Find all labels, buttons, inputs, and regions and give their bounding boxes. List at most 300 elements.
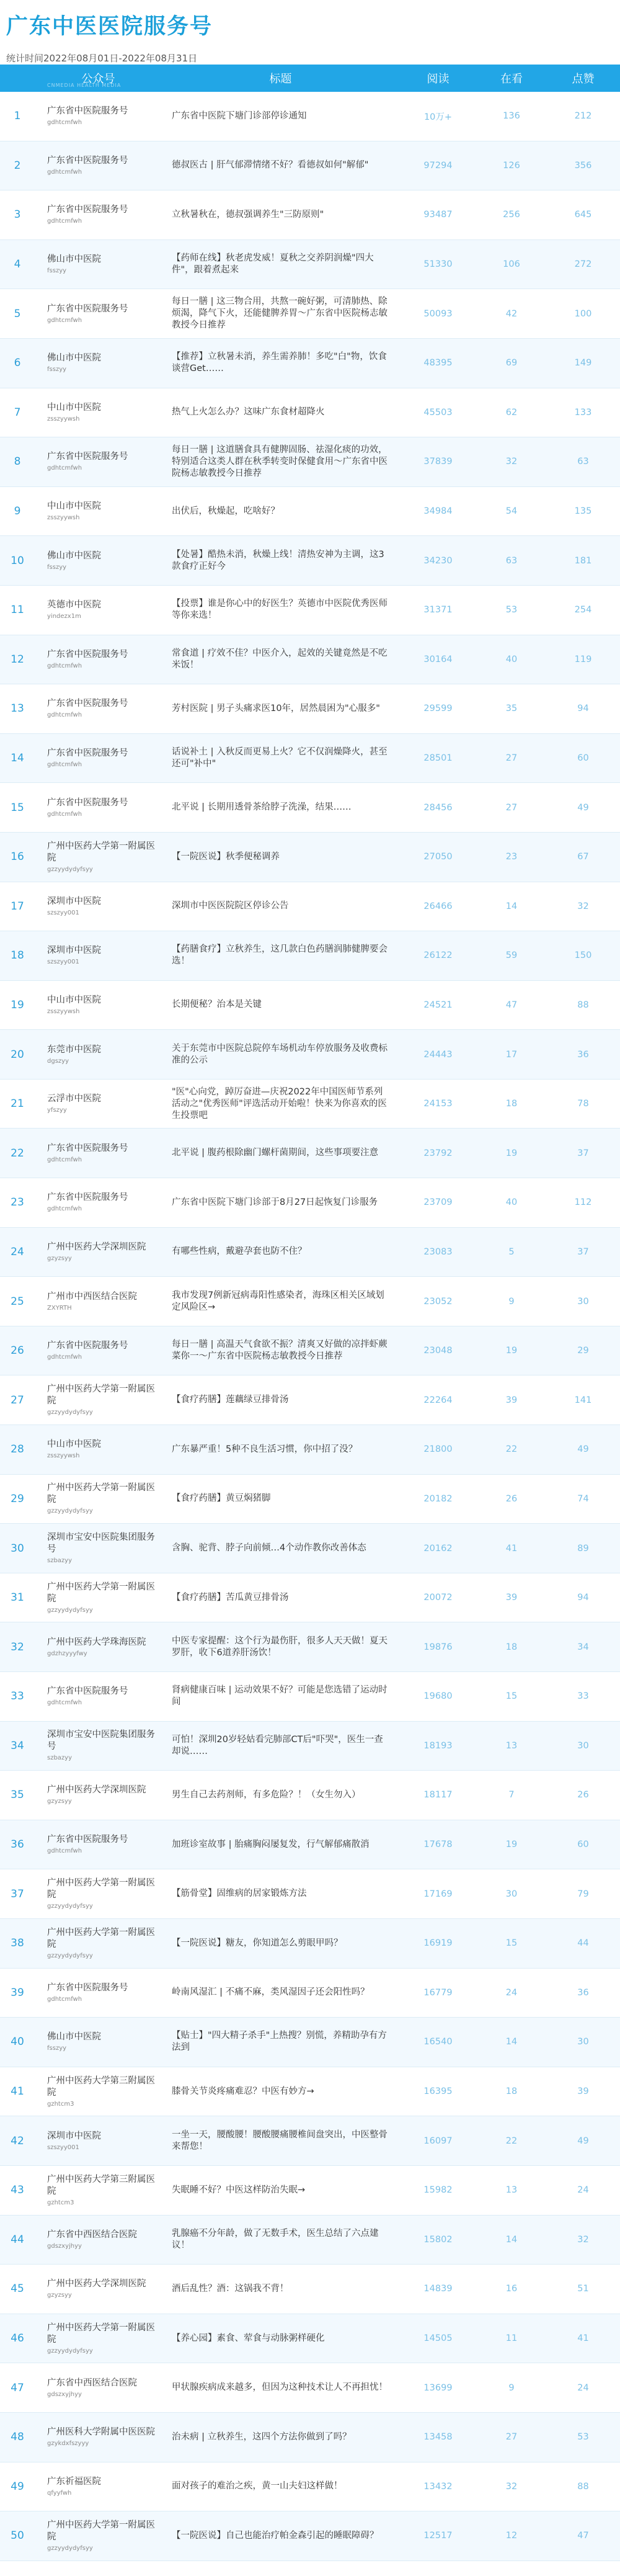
row-title: [162, 746, 399, 770]
row-rank: 34: [11, 1739, 24, 1752]
header-watermark: CNMEDIA HEALTH MEDIA: [47, 83, 122, 88]
row-account: [35, 2377, 162, 2399]
account-id: gdhtcmfwh: [47, 1995, 82, 2003]
table-row: [0, 2216, 620, 2265]
article-title: 【一院医说】自己也能治疗帕金森引起的睡眠障碍？: [172, 2530, 379, 2541]
account-id: gzhtcm3: [47, 2199, 74, 2206]
article-title: 【贴士】"四大精子杀手"上热搜？别慌，养精助孕有方法到: [172, 2031, 387, 2053]
row-rank: 5: [14, 307, 21, 320]
row-read-count: 21800: [423, 1444, 453, 1455]
row-rank: 15: [11, 801, 24, 814]
row-account: [35, 204, 162, 225]
row-watch-count: 256: [503, 210, 520, 220]
account-id: gdhtcmfwh: [47, 465, 82, 472]
row-rank: 33: [11, 1690, 24, 1703]
table-row: [0, 2363, 620, 2413]
account-id: gdhtcmfwh: [47, 1156, 82, 1163]
row-title: [162, 2480, 399, 2492]
table-row: [0, 2413, 620, 2462]
article-title: 岭南风湿汇 | 不痛不麻，类风湿因子还会阳性吗？: [172, 1987, 370, 1998]
row-watch-count: 13: [505, 2185, 518, 2196]
row-account: [35, 451, 162, 472]
account-id: gzzyydydyfsyy: [47, 2544, 93, 2552]
row-account: [35, 105, 162, 127]
account-id: gdzhzyyyfwy: [47, 1650, 87, 1657]
row-read-count: 28501: [423, 753, 453, 764]
account-id: gdhtcmfwh: [47, 1848, 82, 1855]
row-read-count: 17169: [423, 1889, 453, 1899]
row-rank: 2: [14, 159, 21, 172]
article-title: 面对孩子的难治之疾，黄一山夫妇这样做！: [172, 2481, 343, 2492]
table-row: [0, 2265, 620, 2314]
table-body: [0, 92, 620, 2561]
row-like-count: 112: [574, 1197, 592, 1208]
row-like-count: 89: [577, 1543, 589, 1554]
row-rank: 27: [11, 1393, 24, 1407]
row-rank: 32: [11, 1640, 24, 1653]
row-read-count: 37839: [423, 457, 453, 467]
row-read-count: 13699: [423, 2382, 453, 2393]
row-title: [162, 2129, 399, 2153]
article-title: 广东省中医院下塘门诊部于8月27日起恢复门诊服务: [172, 1197, 378, 1207]
row-read-count: 45503: [423, 407, 453, 418]
row-title: [162, 1147, 399, 1159]
row-watch-count: 26: [505, 1493, 518, 1504]
row-watch-count: 35: [505, 704, 518, 714]
row-read-count: 16097: [423, 2135, 453, 2146]
row-rank: 1: [14, 110, 21, 123]
row-rank: 44: [11, 2233, 24, 2246]
row-like-count: 30: [577, 1296, 589, 1307]
article-title: 【食疗药膳】黄豆焖猪脚: [172, 1493, 271, 1504]
row-title: [162, 351, 399, 375]
row-read-count: 26122: [423, 950, 453, 961]
account-id: fsszyy: [47, 267, 67, 275]
row-title: [162, 1493, 399, 1505]
row-title: [162, 2382, 399, 2394]
table-row: [0, 1277, 620, 1326]
article-title: 广东省中医院下塘门诊部停诊通知: [172, 110, 307, 121]
row-rank: 47: [11, 2381, 24, 2394]
row-title: [162, 900, 399, 912]
table-row: [0, 833, 620, 882]
row-like-count: 356: [574, 160, 592, 171]
article-title: 话说补土 | 入秋反而更易上火？它不仅润燥降火，甚至还可"补中": [172, 747, 388, 769]
row-rank: 26: [11, 1344, 24, 1357]
row-watch-count: 18: [505, 1099, 518, 1109]
row-account: [35, 748, 162, 769]
row-like-count: 49: [577, 802, 589, 813]
row-account: [35, 352, 162, 373]
row-rank: 22: [11, 1147, 24, 1160]
table-row: [0, 635, 620, 685]
table-row: [0, 1228, 620, 1277]
table-row: [0, 1771, 620, 1820]
column-title: 标题: [269, 73, 292, 86]
row-title: [162, 1394, 399, 1406]
table-row: [0, 1969, 620, 2018]
row-account: [35, 1482, 162, 1515]
account-id: gzzyydydyfsyy: [47, 1508, 93, 1515]
row-rank: 39: [11, 1986, 24, 1999]
account-name: 中山市中医院: [47, 1439, 101, 1450]
account-id: gdhtcmfwh: [47, 810, 82, 818]
article-title: 一坐一天，腰酸腰！腰酸腰痛腰椎间盘突出，中医整骨来帮您！: [172, 2129, 388, 2152]
table-row: [0, 487, 620, 537]
row-read-count: 51330: [423, 259, 453, 270]
row-like-count: 26: [577, 1790, 589, 1800]
row-watch-count: 40: [505, 1197, 518, 1208]
row-read-count: 93487: [423, 210, 453, 220]
row-like-count: 29: [577, 1346, 589, 1356]
table-row: [0, 2462, 620, 2512]
row-account: [35, 2075, 162, 2108]
table-row: [0, 2018, 620, 2067]
row-account: [35, 1384, 162, 1416]
row-rank: 3: [14, 208, 21, 221]
row-read-count: 17678: [423, 1840, 453, 1850]
row-account: [35, 501, 162, 522]
row-title: [162, 406, 399, 418]
row-watch-count: 5: [508, 1246, 515, 1257]
account-id: gzzyydydyfsyy: [47, 2347, 93, 2355]
row-like-count: 37: [577, 1148, 589, 1158]
row-read-count: 34984: [423, 506, 453, 517]
table-row: [0, 1178, 620, 1228]
article-title: "医"心向党，踔厉奋进—庆祝2022年中国医师节系列活动之"优秀医师"评选活动开始啦！快来为你喜欢的医生投票吧: [172, 1086, 387, 1120]
account-id: zsszyywsh: [47, 415, 80, 423]
account-name: 英德市中医院: [47, 600, 101, 610]
row-title: [162, 1444, 399, 1456]
account-id: dgszyy: [47, 1057, 69, 1065]
row-watch-count: 47: [505, 1000, 518, 1010]
account-name: 广州中医药大学第一附属医院: [47, 1878, 155, 1900]
row-rank: 29: [11, 1492, 24, 1505]
row-rank: 42: [11, 2134, 24, 2147]
table-row: [0, 1869, 620, 1919]
account-name: 深圳市中医院: [47, 946, 101, 956]
row-rank: 48: [11, 2431, 24, 2444]
account-name: 广东省中医院服务号: [47, 1143, 128, 1153]
account-name: 佛山市中医院: [47, 353, 101, 364]
account-id: szszyy001: [47, 2144, 79, 2151]
column-like: 点赞: [572, 73, 595, 86]
row-read-count: 16395: [423, 2086, 453, 2097]
account-name: 广州中医药大学第一附属医院: [47, 1483, 155, 1505]
account-id: gzykdxfszyyy: [47, 2440, 89, 2448]
article-title: 【投票】谁是你心中的好医生？英德市中医院优秀医师等你来选！: [172, 599, 388, 621]
row-watch-count: 14: [505, 901, 518, 911]
row-read-count: 22264: [423, 1395, 453, 1405]
table-row: [0, 1475, 620, 1524]
account-name: 广州中医药大学深圳医院: [47, 1241, 146, 1252]
row-title: [162, 1086, 399, 1122]
row-rank: 11: [11, 604, 24, 617]
row-rank: 16: [11, 851, 24, 864]
row-watch-count: 19: [505, 1346, 518, 1356]
row-watch-count: 39: [505, 1395, 518, 1405]
row-watch-count: 15: [505, 1691, 518, 1702]
row-like-count: 32: [577, 901, 589, 911]
row-like-count: 51: [577, 2284, 589, 2294]
account-id: gdhtcmfwh: [47, 119, 82, 127]
account-name: 广东省中医院服务号: [47, 452, 128, 462]
account-name: 广东省中医院服务号: [47, 797, 128, 808]
account-id: gzzyydydyfsyy: [47, 1409, 93, 1416]
row-account: [35, 402, 162, 423]
row-rank: 8: [14, 455, 21, 468]
article-title: 酒后乱性？酒：这锅我不背！: [172, 2283, 289, 2294]
row-account: [35, 2520, 162, 2552]
row-like-count: 133: [574, 407, 592, 418]
row-rank: 28: [11, 1443, 24, 1456]
table-row: [0, 339, 620, 388]
row-read-count: 20182: [423, 1493, 453, 1504]
row-read-count: 18193: [423, 1740, 453, 1751]
row-like-count: 49: [577, 2135, 589, 2146]
row-read-count: 16919: [423, 1938, 453, 1949]
row-like-count: 41: [577, 2333, 589, 2344]
row-like-count: 272: [574, 259, 592, 270]
row-rank: 30: [11, 1542, 24, 1555]
account-id: gzzyydydyfsyy: [47, 1952, 93, 1959]
article-title: 男生自己去药剂师，有多危险？！（女生勿入）: [172, 1789, 361, 1800]
row-account: [35, 1686, 162, 1707]
article-title: 【药膳食疗】立秋养生，这几款白色药膳润肺健脾要会选！: [172, 944, 388, 967]
row-rank: 41: [11, 2085, 24, 2098]
row-account: [35, 1241, 162, 1263]
account-id: gdhtcmfwh: [47, 761, 82, 769]
account-id: zsszyywsh: [47, 1008, 80, 1015]
row-read-count: 31371: [423, 605, 453, 615]
article-title: 【筋骨堂】固维病的居家锻炼方法: [172, 1889, 307, 1899]
row-read-count: 27050: [423, 852, 453, 862]
row-watch-count: 27: [505, 753, 518, 764]
row-watch-count: 19: [505, 1148, 518, 1158]
row-account: [35, 2278, 162, 2299]
account-name: 广东省中西医结合医院: [47, 2229, 137, 2240]
account-name: 广州中医药大学深圳医院: [47, 2279, 146, 2289]
account-name: 佛山市中医院: [47, 550, 101, 561]
row-read-count: 24443: [423, 1049, 453, 1060]
row-like-count: 78: [577, 1099, 589, 1109]
row-read-count: 20072: [423, 1593, 453, 1603]
row-title: [162, 2030, 399, 2054]
account-name: 中山市中医院: [47, 501, 101, 512]
row-read-count: 23083: [423, 1246, 453, 1257]
article-title: 甲状腺疾病成来越多，但因为这种技术让人不再担忧！: [172, 2382, 388, 2393]
row-watch-count: 40: [505, 654, 518, 664]
article-title: 出伏后，秋燥起，吃啥好？: [172, 506, 280, 516]
row-like-count: 74: [577, 1493, 589, 1504]
row-like-count: 34: [577, 1642, 589, 1652]
row-watch-count: 7: [508, 1790, 515, 1800]
row-like-count: 53: [577, 2432, 589, 2443]
row-read-count: 30164: [423, 654, 453, 664]
row-read-count: 10万+: [423, 112, 453, 122]
row-title: [162, 1684, 399, 1708]
row-watch-count: 19: [505, 1840, 518, 1850]
row-read-count: 14505: [423, 2333, 453, 2344]
account-name: 广州中医药大学深圳医院: [47, 1785, 146, 1796]
account-id: gzhtcm3: [47, 2100, 74, 2108]
row-account: [35, 1637, 162, 1658]
row-rank: 12: [11, 653, 24, 666]
row-rank: 21: [11, 1098, 24, 1111]
row-watch-count: 14: [505, 2037, 518, 2047]
account-name: 广州中医药大学第一附属医院: [47, 1581, 155, 1604]
row-watch-count: 41: [505, 1543, 518, 1554]
row-read-count: 23792: [423, 1148, 453, 1158]
row-watch-count: 24: [505, 1987, 518, 1998]
table-row: [0, 1375, 620, 1425]
column-account: 公众号: [81, 73, 115, 86]
row-watch-count: 69: [505, 358, 518, 369]
table-row: [0, 2314, 620, 2364]
account-name: 广东祈福医院: [47, 2476, 101, 2487]
account-id: gdhtcmfwh: [47, 1205, 82, 1213]
row-rank: 50: [11, 2529, 24, 2542]
account-name: 中山市中医院: [47, 402, 101, 413]
row-title: [162, 2228, 399, 2252]
row-account: [35, 1291, 162, 1312]
row-rank: 25: [11, 1295, 24, 1308]
row-like-count: 60: [577, 753, 589, 764]
article-title: 有哪些性病，戴避孕套也防不住？: [172, 1246, 307, 1257]
row-watch-count: 106: [503, 259, 520, 270]
row-like-count: 36: [577, 1987, 589, 1998]
row-account: [35, 896, 162, 917]
column-watch: 在看: [500, 73, 523, 86]
account-id: fsszyy: [47, 366, 67, 373]
row-like-count: 254: [574, 605, 592, 615]
table-row: [0, 1919, 620, 1969]
row-like-count: 645: [574, 210, 592, 220]
row-like-count: 79: [577, 1889, 589, 1899]
account-id: qfyyfwh: [47, 2489, 72, 2497]
row-watch-count: 59: [505, 950, 518, 961]
row-title: [162, 506, 399, 517]
account-name: 广州中医药大学第一附属医院: [47, 841, 155, 863]
account-name: 广州中医药大学第一附属医院: [47, 1927, 155, 1949]
row-rank: 31: [11, 1591, 24, 1604]
table-row: [0, 289, 620, 339]
row-rank: 46: [11, 2332, 24, 2345]
row-watch-count: 27: [505, 802, 518, 813]
table-row: [0, 2511, 620, 2561]
account-id: gzyzsyy: [47, 1798, 72, 1805]
account-name: 广东省中医院服务号: [47, 1341, 128, 1351]
row-account: [35, 1093, 162, 1114]
table-row: [0, 1425, 620, 1475]
article-title: 北平说 | 长期用透骨茶给脖子洗澡，结果……: [172, 802, 352, 813]
table-row: [0, 1722, 620, 1771]
account-name: 广东省中西医结合医院: [47, 2377, 137, 2388]
table-row: [0, 783, 620, 833]
row-watch-count: 30: [505, 1889, 518, 1899]
row-title: [162, 110, 399, 122]
row-like-count: 60: [577, 1840, 589, 1850]
row-watch-count: 39: [505, 1593, 518, 1603]
stat-period: 统计时间2022年08月01日-2022年08月31日: [6, 53, 198, 64]
row-account: [35, 698, 162, 719]
row-read-count: 24153: [423, 1099, 453, 1109]
account-name: 广州市中西医结合医院: [47, 1291, 137, 1302]
row-title: [162, 1246, 399, 1258]
account-name: 广州中医药大学第三附属医院: [47, 2174, 155, 2196]
article-title: 北平说 | 腹药根除幽门螺杆菌期间，这些事项要注意: [172, 1148, 379, 1158]
article-title: 热气上火怎么办？这味广东食材超降火: [172, 407, 325, 418]
table-row: [0, 1030, 620, 1080]
row-account: [35, 2031, 162, 2052]
row-title: [162, 1734, 399, 1758]
row-title: [162, 1290, 399, 1313]
row-rank: 24: [11, 1245, 24, 1258]
account-name: 深圳市宝安中医院集团服务号: [47, 1730, 155, 1752]
row-watch-count: 9: [508, 2382, 515, 2393]
row-read-count: 19680: [423, 1691, 453, 1702]
row-like-count: 94: [577, 704, 589, 714]
row-like-count: 150: [574, 950, 592, 961]
account-name: 广州中医药大学珠海医院: [47, 1637, 146, 1647]
row-like-count: 119: [574, 654, 592, 664]
row-rank: 37: [11, 1887, 24, 1900]
row-read-count: 24521: [423, 1000, 453, 1010]
row-watch-count: 32: [505, 2481, 518, 2492]
account-name: 广东省中医院服务号: [47, 106, 128, 117]
article-title: 立秋暑秋在，德叔强调养生"三防原则": [172, 209, 324, 220]
account-id: gdszxyjhyy: [47, 2242, 82, 2250]
account-id: ZXYRTH: [47, 1304, 72, 1312]
row-account: [35, 599, 162, 620]
table-row: [0, 734, 620, 784]
row-account: [35, 2131, 162, 2152]
row-read-count: 23048: [423, 1346, 453, 1356]
row-read-count: 34230: [423, 555, 453, 566]
row-watch-count: 14: [505, 2234, 518, 2245]
page-title: 广东中医医院服务号: [6, 14, 213, 39]
article-title: 【食疗药膳】莲藕绿豆排骨汤: [172, 1395, 289, 1405]
row-account: [35, 1143, 162, 1164]
account-name: 广州中医药大学第一附属医院: [47, 2322, 155, 2345]
row-watch-count: 54: [505, 506, 518, 517]
row-watch-count: 32: [505, 457, 518, 467]
table-header: [0, 65, 620, 92]
row-like-count: 44: [577, 1938, 589, 1949]
row-rank: 40: [11, 2036, 24, 2049]
row-read-count: 23709: [423, 1197, 453, 1208]
row-like-count: 39: [577, 2086, 589, 2097]
account-name: 深圳市中医院: [47, 2131, 101, 2141]
row-account: [35, 945, 162, 966]
row-title: [162, 2185, 399, 2196]
row-title: [162, 1043, 399, 1067]
row-title: [162, 1339, 399, 1362]
article-title: 关于东莞市中医院总院停车场机动车停放服务及收费标准的公示: [172, 1043, 388, 1065]
table-row: [0, 536, 620, 586]
table-row: [0, 1129, 620, 1178]
account-name: 广东省中医院服务号: [47, 303, 128, 314]
row-title: [162, 802, 399, 813]
account-id: fsszyy: [47, 2045, 67, 2052]
article-title: 【处暑】酷热未消，秋燥上线！清热安神为主调，这3款食疗正好今: [172, 549, 384, 571]
row-like-count: 135: [574, 506, 592, 517]
row-read-count: 48395: [423, 358, 453, 369]
article-title: 【养心园】素食、荤食与动脉粥样硬化: [172, 2333, 325, 2343]
article-title: 【一院医说】秋季便秘调养: [172, 851, 280, 862]
row-read-count: 23052: [423, 1296, 453, 1307]
row-account: [35, 550, 162, 571]
